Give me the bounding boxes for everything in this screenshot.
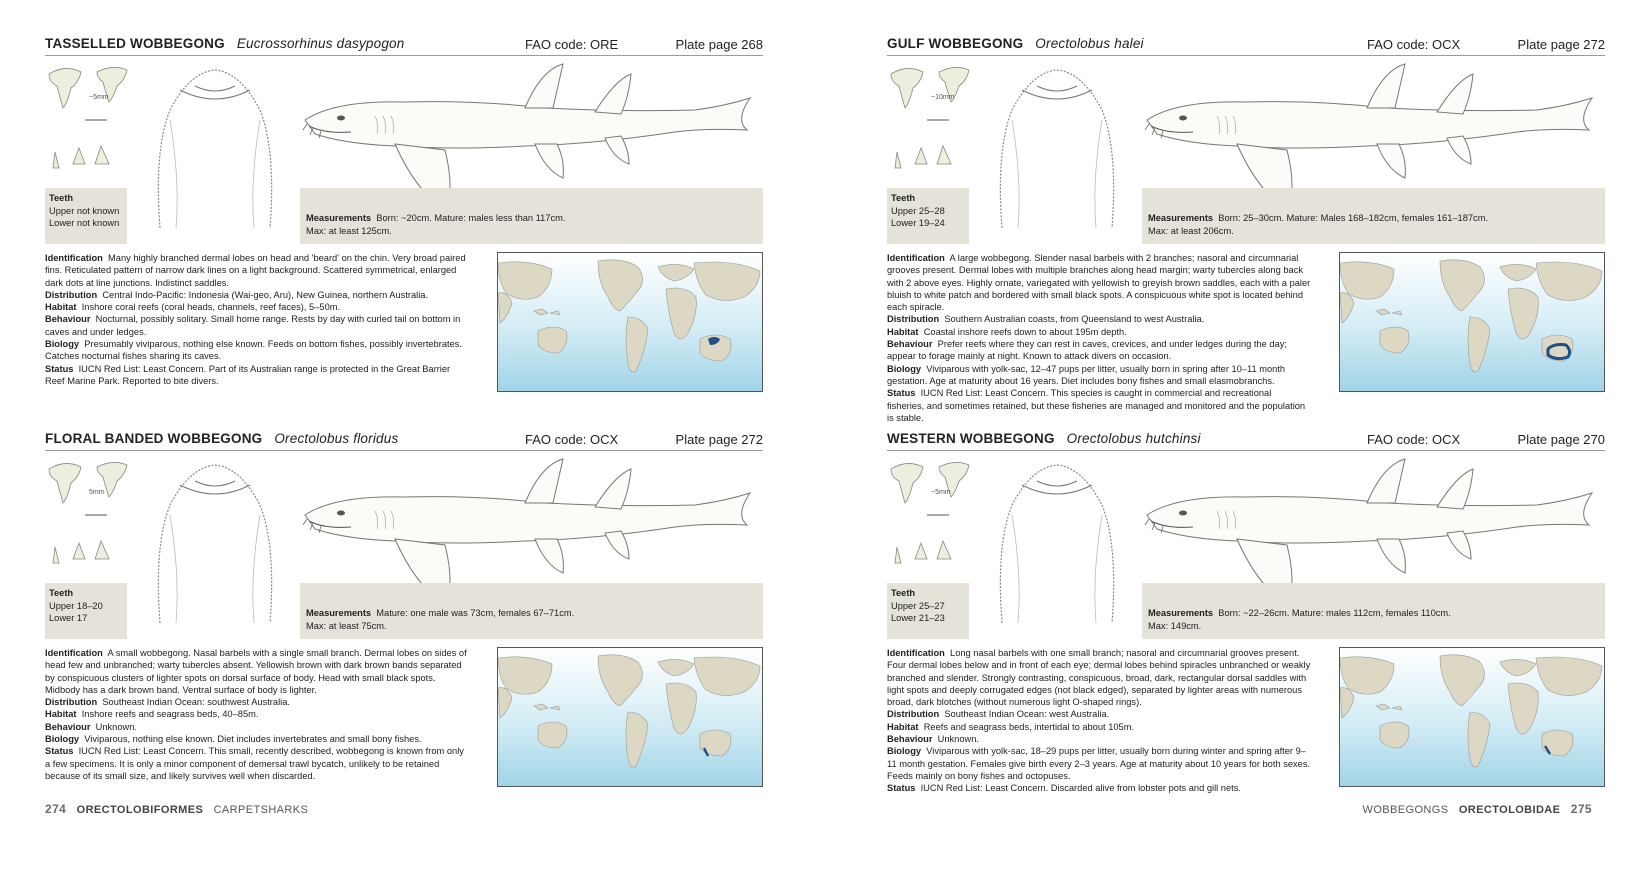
measurements-line-1: Born: ~22–26cm. Mature: males 112cm, females 110cm. [1218,608,1451,618]
measurements-label: Measurements [1148,608,1214,618]
habitat-label: Habitat [887,721,919,732]
fao-code-value: ORE [590,37,619,52]
fao-code [1367,37,1460,52]
plate-page: Plate page 268 [675,37,763,52]
status-label: Status [887,783,916,794]
measurements-line-1: Born: 25–30cm. Mature: Males 168–182cm, females 161–187cm. [1218,213,1489,223]
identification-text: Many highly branched dermal lobes on head and 'beard' on the chin. Very broad paired fins. Reticulated pattern of narrow dark lines on a light background. Scattered symmetrical, enlarged dark dots at line junctions. Indistinct saddles. [45,253,466,288]
footer-family: ORECTOLOBIDAE [1458,804,1561,816]
common-name-text: WESTERN WOBBEGONG [887,431,1055,446]
fao-code-value: OCX [1432,432,1461,447]
teeth-upper: Upper 25–27 [891,600,945,611]
teeth-lower: Lower 21–23 [891,613,945,623]
status-label: Status [887,388,916,399]
status-label: Status [45,363,74,374]
teeth-title: Teeth [891,193,916,203]
measurements-line-1: Born: ~20cm. Mature: males less than 117cm. [376,213,566,223]
distribution-map [1339,647,1605,787]
behaviour-label: Behaviour [887,734,933,745]
teeth-title: Teeth [49,193,74,203]
scale-bar-label: ~5mm [89,94,109,101]
continent-australia [1380,327,1409,353]
measurements-box [1142,188,1605,244]
behaviour-label: Behaviour [45,721,91,732]
status-label: Status [45,746,74,757]
distribution-text: Central Indo-Pacific: Indonesia (Wai-geo, Aru), New Guinea, northern Australia. [102,289,429,300]
habitat-text: Coastal inshore reefs down to about 195m depth. [923,326,1127,337]
head-ventral-illustration [982,60,1132,235]
biology-text: Viviparous with yolk-sac, 18–29 pups per litter, usually born during winter and spring after 9–11 month gestation. Females give birth every 2–3 years. Age at maturity about 10 years for both sexes. Feeds mainly on bony fishes and octopuses. [887,746,1311,781]
identification-label: Identification [887,648,945,658]
continent-australia-east [1542,730,1573,756]
entry-header [45,34,763,56]
head-ventral-illustration [140,455,290,630]
measurements-box [300,188,763,244]
species-description [887,252,1311,424]
measurements-line-2: Max: at least 206cm. [1148,225,1234,236]
fao-label: FAO code: [525,37,591,52]
habitat-label: Habitat [45,302,77,313]
footer-group-left: CARPETSHARKS [213,804,309,816]
plate-page: Plate page 272 [1517,37,1605,52]
entry-header [887,429,1605,451]
status-text: IUCN Red List: Least Concern. Discarded alive from lobster pots and gill nets. [920,783,1241,794]
common-name-text: FLORAL BANDED WOBBEGONG [45,431,263,446]
species-scientific-name: Eucrossorhinus dasypogon [236,36,405,51]
footer-group-right: WOBBEGONGS [1362,804,1449,816]
measurements-line-2: Max: 149cm. [1148,620,1202,631]
behaviour-text: Prefer reefs where they can rest in caves, crevices, and under ledges during the day; appear to forage mainly at night. Known to attack divers on occasion. [887,339,1287,362]
biology-label: Biology [887,746,922,757]
biology-text: Presumably viviparous, nothing else known. Feeds on bottom fishes, possibly invertebrates. Catches nocturnal fishes sharing its caves. [45,339,463,362]
distribution-text: Southern Australian coasts, from Queensland to west Australia. [944,314,1205,325]
teeth-box [887,583,969,639]
page-number-right: 275 [1570,802,1592,816]
teeth-title: Teeth [891,588,916,598]
biology-label: Biology [45,734,80,745]
species-description [45,252,469,387]
habitat-text: Reefs and seagrass beds, intertidal to about 105m. [923,721,1135,732]
behaviour-label: Behaviour [45,314,91,325]
distribution-label: Distribution [45,289,98,300]
teeth-box [45,188,127,244]
distribution-label: Distribution [887,314,940,325]
entry-header [45,429,763,451]
common-name-text: TASSELLED WOBBEGONG [45,36,225,51]
species-common-name [45,431,398,446]
distribution-label: Distribution [887,709,940,720]
fao-code [525,37,618,52]
distribution-text: Southeast Indian Ocean: southwest Australia. [102,697,290,708]
distribution-map [497,252,763,392]
identification-label: Identification [45,648,103,658]
species-description [45,647,469,782]
habitat-label: Habitat [887,326,919,337]
biology-label: Biology [45,339,80,350]
footer-order: ORECTOLOBIFORMES [76,804,204,816]
measurements-line-1: Mature: one male was 73cm, females 67–71cm. [376,608,575,618]
distribution-map [497,647,763,787]
status-text: IUCN Red List: Least Concern. Part of its Australian range is protected in the Great Barrier Reef Marine Park. Reported to bite divers. [45,363,451,386]
species-common-name [887,36,1144,51]
distribution-map [1339,252,1605,392]
teeth-upper: Upper not known [49,205,120,216]
fao-code [525,432,618,447]
identification-text: A small wobbegong. Nasal barbels with a single small branch. Dermal lobes on sides of head few and unbranched; warty tubercles absent. Yellowish brown with dark brown bands separated by conspicuous clusters of lighter spots on dorsal surface of body. Head with small black spots. Midbody has a dark brown band. Ventral surface of body is lighter. [45,648,467,695]
behaviour-label: Behaviour [887,339,933,350]
measurements-box [300,583,763,639]
continent-australia [538,722,567,748]
teeth-lower: Lower not known [49,218,120,228]
measurements-line-2: Max: at least 75cm. [306,620,387,631]
teeth-box [45,583,127,639]
teeth-title: Teeth [49,588,74,598]
species-common-name [887,431,1201,446]
footer-right [1363,802,1592,816]
species-entry [887,429,1605,809]
species-scientific-name: Orectolobus floridus [274,431,399,446]
measurements-box [1142,583,1605,639]
fao-label: FAO code: [525,432,591,447]
teeth-lower: Lower 19–24 [891,218,945,228]
teeth-lower: Lower 17 [49,613,88,623]
common-name-text: GULF WOBBEGONG [887,36,1024,51]
fao-code-value: OCX [590,432,619,447]
biology-text: Viviparous with yolk-sac, 12–47 pups per litter, usually born in spring after 10–11 month gestation. Age at maturity about 16 years. Diet includes bony fishes and small elasmobranchs. [887,363,1286,386]
fao-code-value: OCX [1432,37,1461,52]
identification-label: Identification [887,253,945,263]
plate-page: Plate page 270 [1517,432,1605,447]
entry-header [887,34,1605,56]
habitat-text: Inshore reefs and seagrass beds, 40–85m. [81,709,259,720]
species-entry [45,429,763,809]
fao-code [1367,432,1460,447]
measurements-label: Measurements [1148,213,1214,223]
distribution-text: Southeast Indian Ocean: west Australia. [944,709,1110,720]
identification-text: A large wobbegong. Slender nasal barbels with 2 branches; nasoral and circumnarial grooves present. Dermal lobes with multiple branches along head margin; warty tubercles along back with 2 above eyes. Highly ornate, variegated with yellowish to greyish brown saddles, each with a paler bluish to white patch and bordered with small black spots. A conspicuous white spot is located behind each spiracle. [887,253,1311,313]
fao-label: FAO code: [1367,37,1433,52]
distribution-label: Distribution [45,697,98,708]
plate-page: Plate page 272 [675,432,763,447]
teeth-box [887,188,969,244]
fao-label: FAO code: [1367,432,1433,447]
scale-bar-label: ~5mm [931,489,951,496]
teeth-upper: Upper 18–20 [49,600,103,611]
species-scientific-name: Orectolobus hutchinsi [1066,431,1201,446]
species-entry [45,34,763,414]
page-number-left: 274 [45,802,67,816]
species-common-name [45,36,404,51]
status-text: IUCN Red List: Least Concern. This small, recently described, wobbegong is known from only a few specimens. It is only a minor component of demersal trawl bycatch, unlikely to be retained because of its small size, and likely survives well when discarded. [45,746,464,781]
scale-bar-label: ~10mm [931,94,955,101]
scale-bar-label: 5mm [89,489,105,496]
species-description [887,647,1311,795]
behaviour-text: Nocturnal, possibly solitary. Small home range. Rests by day with curled tail on bottom in caves and under ledges. [45,314,461,337]
continent-australia [538,327,567,353]
continent-australia-east [700,730,731,756]
teeth-upper: Upper 25–28 [891,205,945,216]
footer-left [45,802,308,816]
habitat-text: Inshore coral reefs (coral heads, channels, reef faces), 5–50m. [81,302,341,313]
biology-text: Viviparous, nothing else known. Diet includes invertebrates and small bony fishes. [84,734,422,745]
identification-text: Long nasal barbels with one small branch; nasoral and circumnarial grooves present. Four dermal lobes below and in front of each eye; dermal lobes behind spiracles unbranched or weakly branched and slender. Strongly contrasting, conspicuous, broad, dark, rectangular dorsal saddles with light spots and deeply corrugated edges (not black edged), separated by lighter areas with numerous broad, dark blotches (without numerous light O-shaped rings). [887,648,1311,708]
identification-label: Identification [45,253,103,263]
measurements-label: Measurements [306,213,372,223]
measurements-label: Measurements [306,608,372,618]
biology-label: Biology [887,363,922,374]
continent-australia [1380,722,1409,748]
head-ventral-illustration [140,60,290,235]
behaviour-text: Unknown. [95,721,137,732]
head-ventral-illustration [982,455,1132,630]
species-scientific-name: Orectolobus halei [1035,36,1144,51]
behaviour-text: Unknown. [937,734,979,745]
habitat-label: Habitat [45,709,77,720]
species-entry [887,34,1605,423]
measurements-line-2: Max: at least 125cm. [306,225,392,236]
status-text: IUCN Red List: Least Concern. This species is caught in commercial and recreational fisheries, and sometimes retained, but these fisheries are managed and monitored and the population is stable. [887,388,1306,423]
